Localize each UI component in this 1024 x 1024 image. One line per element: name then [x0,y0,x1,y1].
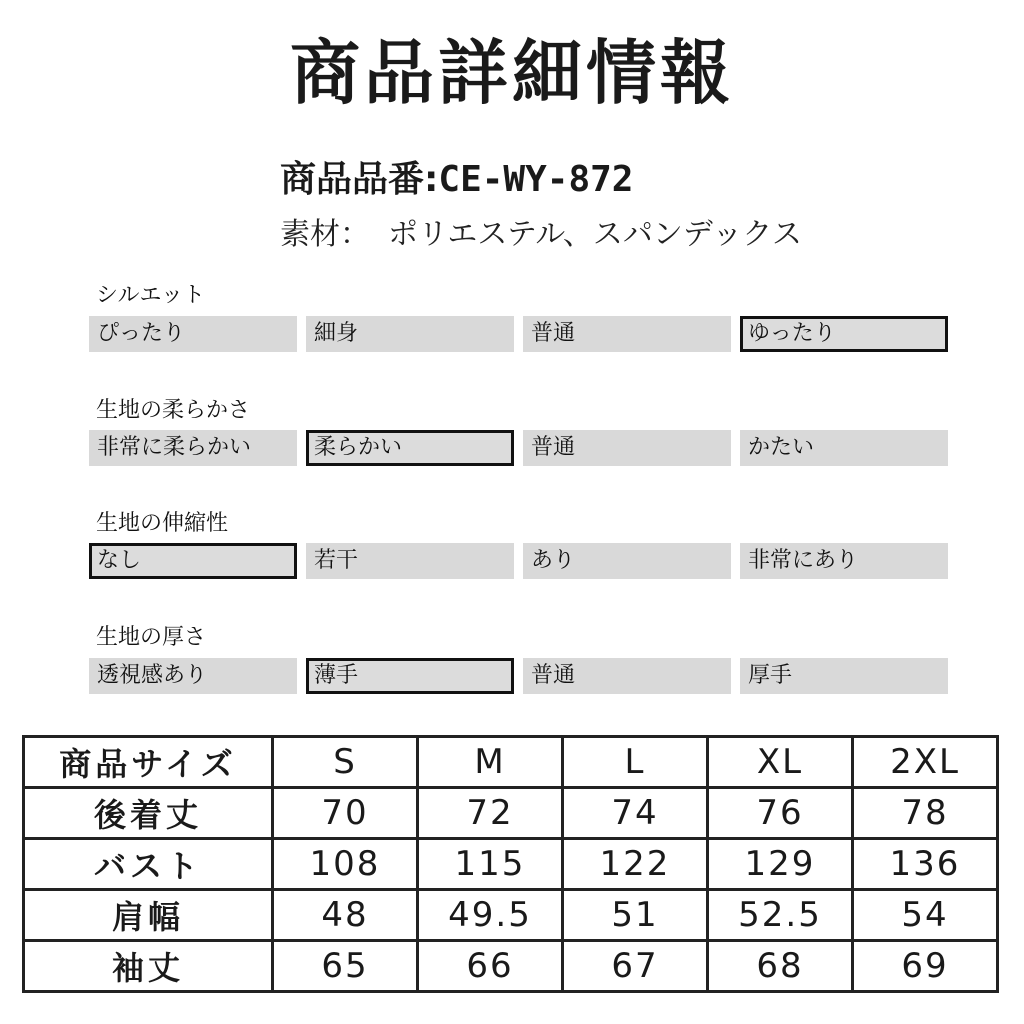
size-header-label: 商品サイズ [24,737,273,788]
attr-label-silhouette: シルエット [96,283,206,308]
table-cell: 67 [563,941,708,992]
row-label: 肩幅 [24,890,273,941]
size-header-cell: 2XL [853,737,998,788]
attr-option: 細身 [306,316,514,352]
attr-option: かたい [740,430,948,466]
table-row [24,941,998,992]
attr-option: 非常に柔らかい [89,430,297,466]
table-cell: 136 [853,839,998,890]
table-cell: 129 [708,839,853,890]
table-cell: 122 [563,839,708,890]
attr-option: ぴったり [89,316,297,352]
table-cell: 74 [563,788,708,839]
size-header-row [24,737,998,788]
table-cell: 49.5 [418,890,563,941]
attr-option: あり [523,543,731,579]
attr-label-thickness: 生地の厚さ [96,625,207,650]
attr-option-selected: 柔らかい [306,430,514,466]
table-cell: 65 [273,941,418,992]
attr-option: 若干 [306,543,514,579]
material-value: ポリエステル、スパンデックス [388,217,802,252]
size-header-cell: XL [708,737,853,788]
size-table [22,735,999,993]
attr-option: 厚手 [740,658,948,694]
row-label: 袖丈 [24,941,273,992]
material [280,212,802,258]
attr-option: 透視感あり [89,658,297,694]
product-code-value: CE-WY-872 [438,159,634,200]
table-cell: 54 [853,890,998,941]
size-header-cell: L [563,737,708,788]
table-cell: 52.5 [708,890,853,941]
table-row [24,890,998,941]
attr-option-selected: なし [89,543,297,579]
attr-option: 非常にあり [740,543,948,579]
row-label: 後着丈 [24,788,273,839]
table-row [24,788,998,839]
product-code-label: 商品品番: [280,159,439,200]
table-cell: 115 [418,839,563,890]
row-label: バスト [24,839,273,890]
page-title: 商品詳細情報 [290,32,734,114]
product-code [280,155,633,205]
attr-option-selected: 薄手 [306,658,514,694]
table-row [24,839,998,890]
table-cell: 72 [418,788,563,839]
table-cell: 76 [708,788,853,839]
attr-option: 普通 [523,430,731,466]
table-cell: 48 [273,890,418,941]
attr-option-selected: ゆったり [740,316,948,352]
table-cell: 78 [853,788,998,839]
size-header-cell: S [273,737,418,788]
table-cell: 51 [563,890,708,941]
table-cell: 108 [273,839,418,890]
table-cell: 69 [853,941,998,992]
material-label: 素材： [280,217,370,252]
attr-option: 普通 [523,658,731,694]
table-cell: 66 [418,941,563,992]
size-header-cell: M [418,737,563,788]
table-cell: 68 [708,941,853,992]
attr-label-stretch: 生地の伸縮性 [96,511,229,536]
attr-option: 普通 [523,316,731,352]
attr-label-softness: 生地の柔らかさ [96,398,251,423]
table-cell: 70 [273,788,418,839]
